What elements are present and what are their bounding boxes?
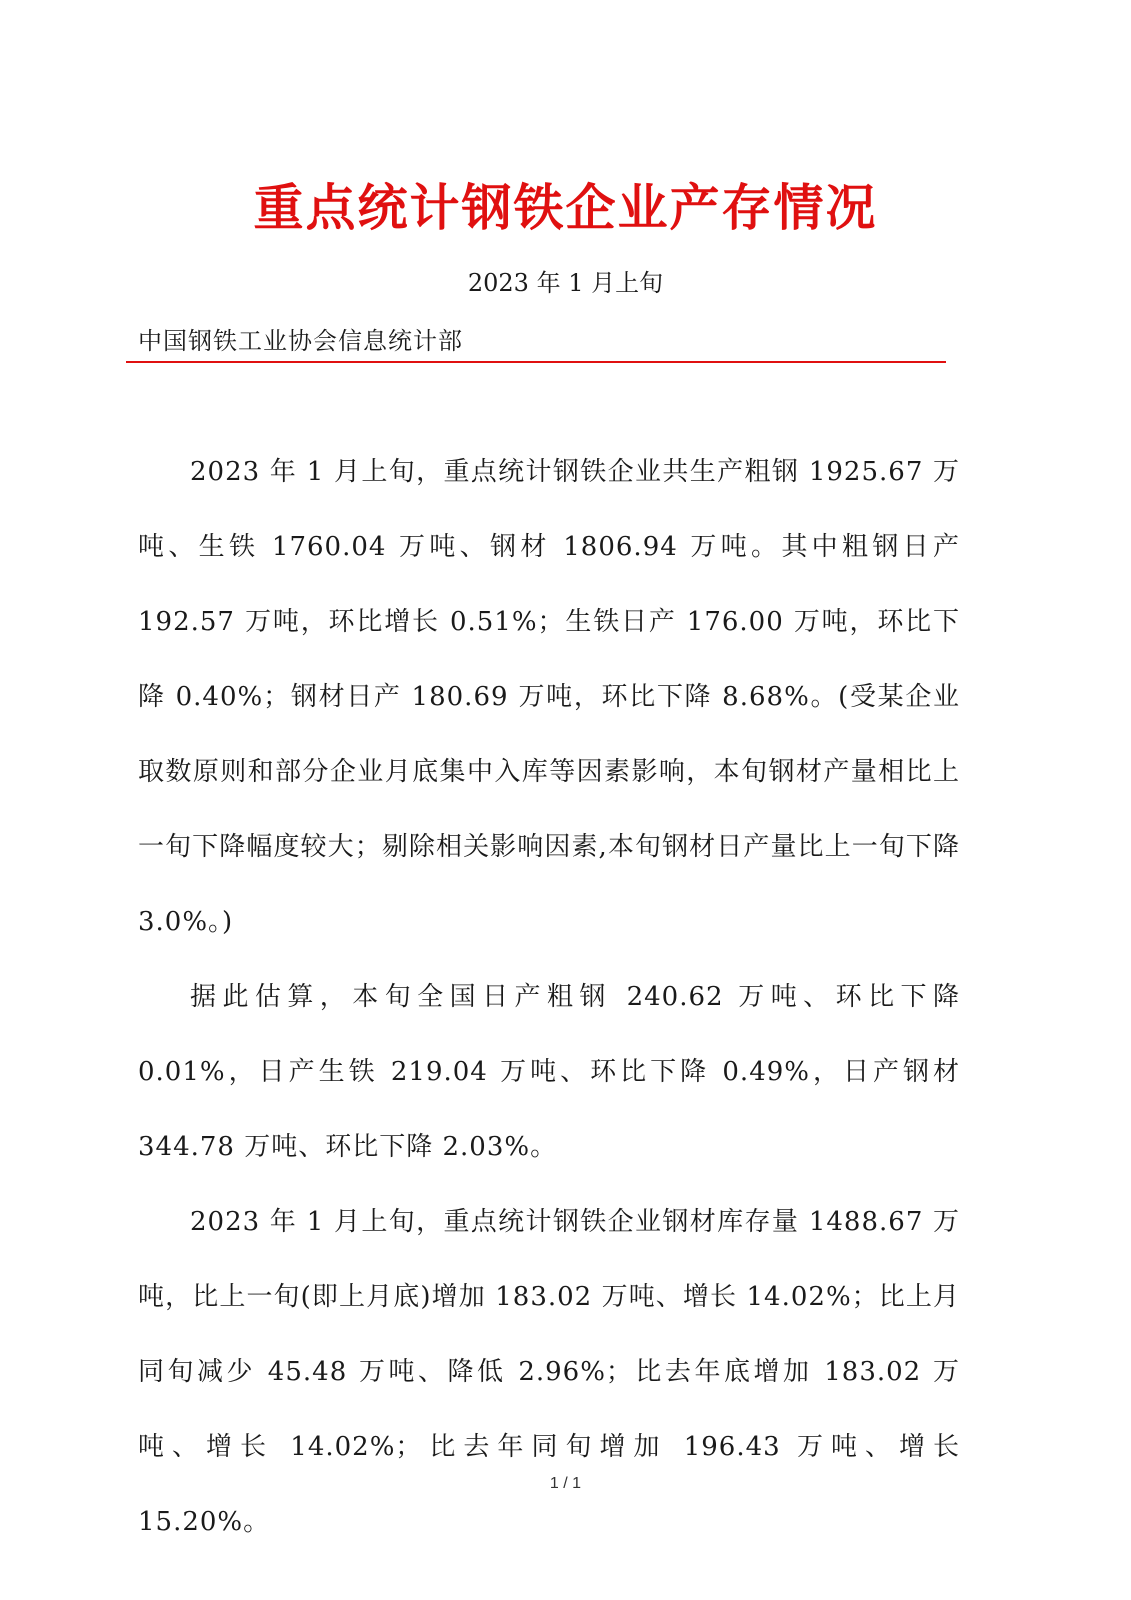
report-body	[138, 435, 960, 1560]
report-period: 2023 年 1 月上旬	[467, 269, 664, 297]
page-title: 重点统计钢铁企业产存情况	[253, 179, 878, 237]
issuer-name: 中国钢铁工业协会信息统计部	[138, 327, 463, 355]
header-divider	[126, 361, 946, 363]
paragraph-inventory: 2023 年 1 月上旬，重点统计钢铁企业钢材库存量 1488.67 万吨，比上一旬(即上月底)增加 183.02 万吨、增长 14.02%；比上月同旬减少 45.48 万吨、降低 2.96%；比去年底增加 183.02 万吨、增长 14.02%；比去年同旬增加 196.43 万吨、增长 15.20%。	[138, 1207, 960, 1537]
paragraph-production: 2023 年 1 月上旬，重点统计钢铁企业共生产粗钢 1925.67 万吨、生铁 1760.04 万吨、钢材 1806.94 万吨。其中粗钢日产 192.57 万吨，环比增长 0.51%；生铁日产 176.00 万吨，环比下降 0.40%；钢材日产 180.69 万吨，环比下降 8.68%。(受某企业取数原则和部分企业月底集中入库等因素影响，本旬钢材产量相比上一旬下降幅度较大；剔除相关影响因素,本旬钢材日产量比上一旬下降 3.0%。)	[138, 457, 960, 937]
page-number: 1 / 1	[549, 1475, 582, 1492]
paragraph-national-estimate: 据此估算，本旬全国日产粗钢 240.62 万吨、环比下降 0.01%，日产生铁 219.04 万吨、环比下降 0.49%，日产钢材 344.78 万吨、环比下降 2.03%。	[138, 982, 960, 1162]
